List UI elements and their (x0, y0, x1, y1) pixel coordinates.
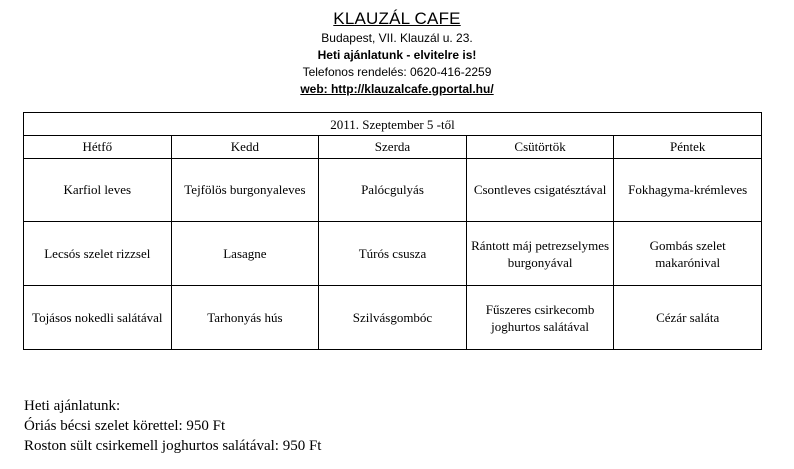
table-row (24, 222, 762, 286)
days-row (24, 136, 762, 158)
dish-cell: Karfiol leves (24, 158, 172, 222)
day-monday: Hétfő (24, 136, 172, 158)
dish-cell: Lecsós szelet rizzsel (24, 222, 172, 286)
offer-line: Heti ajánlatunk - elvitelre is! (317, 48, 477, 62)
dish-cell: Szilvásgombóc (319, 286, 467, 350)
dish-cell: Palócgulyás (319, 158, 467, 222)
dish-cell: Rántott máj petrezselymes burgonyával (466, 222, 614, 286)
weekly-item: Roston sült csirkemell joghurtos salátával: 950 Ft (24, 438, 322, 454)
header (0, 8, 794, 98)
day-wednesday: Szerda (319, 136, 467, 158)
menu-caption: 2011. Szeptember 5 -től (24, 113, 762, 136)
phone-line: Telefonos rendelés: 0620-416-2259 (302, 65, 492, 79)
day-thursday: Csütörtök (466, 136, 614, 158)
dish-cell: Lasagne (171, 222, 319, 286)
dish-cell: Fokhagyma-krémleves (614, 158, 762, 222)
dish-cell: Csontleves csigatésztával (466, 158, 614, 222)
dish-cell: Tarhonyás hús (171, 286, 319, 350)
weekly-offers (24, 396, 321, 456)
weekly-item: Óriás bécsi szelet körettel: 950 Ft (24, 418, 226, 434)
dish-cell: Cézár saláta (614, 286, 762, 350)
day-friday: Péntek (614, 136, 762, 158)
weekly-heading: Heti ajánlatunk: (24, 398, 121, 414)
address: Budapest, VII. Klauzál u. 23. (321, 31, 473, 45)
cafe-title: KLAUZÁL CAFE (333, 9, 461, 28)
day-tuesday: Kedd (171, 136, 319, 158)
dish-cell: Gombás szelet makarónival (614, 222, 762, 286)
dish-cell: Tojásos nokedli salátával (24, 286, 172, 350)
menu-table (23, 112, 762, 350)
menu-caption-row (24, 113, 762, 136)
dish-cell: Tejfölös burgonyaleves (171, 158, 319, 222)
table-row (24, 286, 762, 350)
dish-cell: Fűszeres csirkecomb joghurtos salátával (466, 286, 614, 350)
dish-cell: Túrós csusza (319, 222, 467, 286)
web-link[interactable]: web: http://klauzalcafe.gportal.hu/ (300, 82, 494, 96)
table-row (24, 158, 762, 222)
